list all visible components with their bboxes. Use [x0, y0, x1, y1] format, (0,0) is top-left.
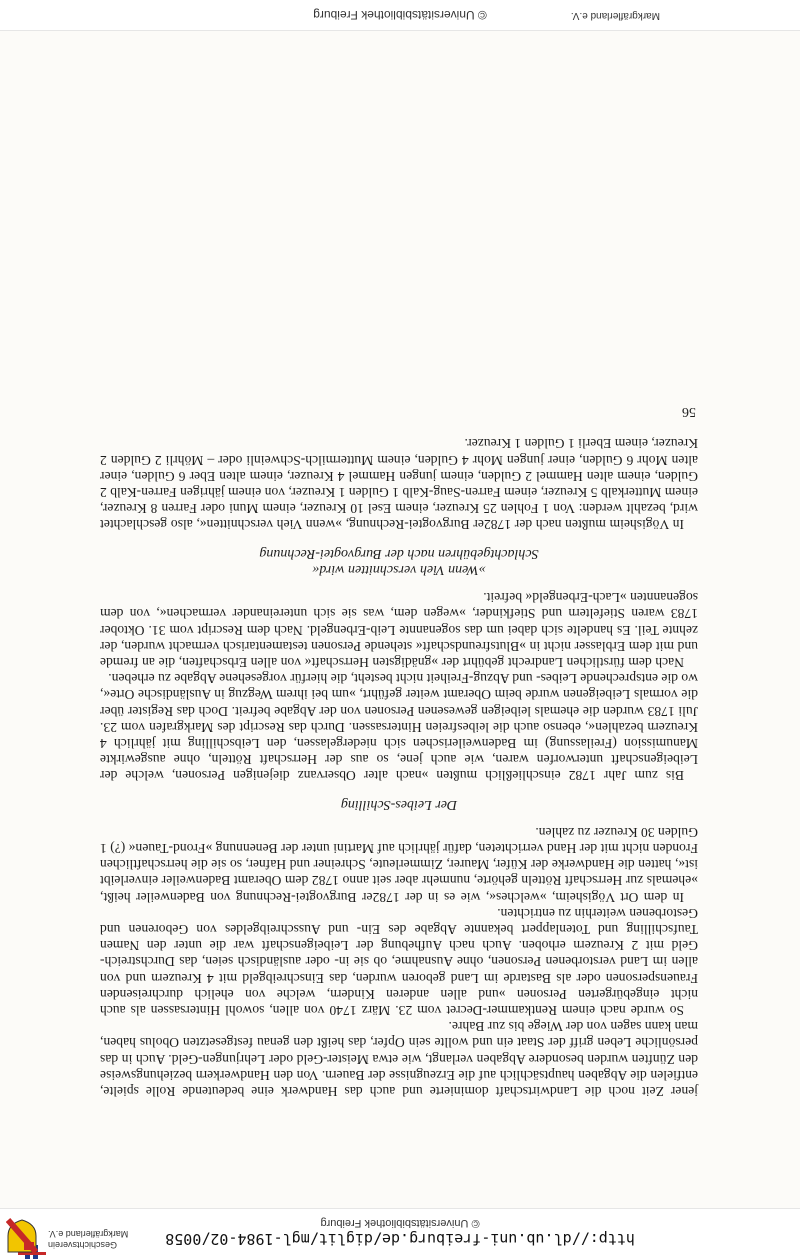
paragraph: Nach dem fürstlichen Landrecht gebührt der »gnädigsten Herrschaft« von allen Erbschaften, die an fremde und mit dem Erblasser nicht in »Blutsfreundschaft« stehende Personen testamentarisch vermacht wurden, der zehnte Teil. Es handelte sich dabei um das sogenannte Leib-Erbengeld. Nach dem Rescript vom 31. Oktober 1783 waren Stiefeltern und Stiefkinder, »wegen dem, was sie sich untereinander vermachen«, von dem sogenannten »Lach-Erbengeld« befreit.	[100, 590, 698, 670]
paragraph: jener Zeit noch die Landwirtschaft dominierte und auch das Handwerk eine bedeutende Rolle spielte, entfielen die Abgaben hauptsächlich auf die Erzeugnisse der Bauern. Von den Handwerkern beziehungsweise den Zünften wurden besondere Abgaben verlangt, wie etwa Meister-Geld oder Lehrjungen-Geld. Auch in das persönliche Leben griff der Staat ein und wollte sein Opfer, das heißt den genau festgesetzten Obolus haben, man kann sagen von der Wiege bis zur Bahre.	[100, 1019, 698, 1099]
paragraph: In dem Ort Vögisheim, »welches«, wie es in der 1782er Burgvogtei-Rechnung von Badenweiler heißt, »ehemals zur Herrschaft Rötteln gehörte, nunmehr aber seit anno 1782 dem Oberamt Badenweiler einverleibt ist«, hatten die Handwerke der Küfer, Maurer, Zimmerleute, Schreiner und Hafner, so sie die herrschaftlichen Fronden nicht mit der Hand verrichteten, dafür jährlich auf Martini unter der Benennung »Frond-Tauen« (?) 1 Gulden 30 Kreuzer zu zahlen.	[100, 824, 698, 905]
paragraph: So wurde nach einem Rentkammer-Decret vom 23. März 1740 von allen, sowohl Hintersassen als auch nicht eingebürgerten Personen »und allen anderen Kindern, welche von ehelich durchreisenden Frauenspersonen oder als Bastarde im Land geboren wurden, das Einschreibgeld mit 4 Kreuzern und von allen im Land verstorbenen Personen, ohne Ausnahme, ob sie in- oder ausländisch seien, das Durchstreich-Geld mit 2 Kreuzern erhoben. Auch nach Aufhebung der Leibeigenschaft war die unter den Namen Taufschilling und Totenlappert bekannte Abgabe des Ein- und Ausschreibgeldes von Geborenen und Gestorbenen weiterhin zu entrichten.	[100, 905, 698, 1018]
crest-icon	[6, 1218, 38, 1254]
viewer-footer	[0, 0, 800, 31]
paragraph: Bis zum Jahr 1782 einschließlich mußten »nach alter Observanz diejenigen Personen, welche der Leibeigenschaft unterworfen waren, wie auch jene, so aus der Herrschaft Rötteln, ohne ausgewirkte Manumission (Freilassung) im Badenweilerischen sich niedergelassen, den Leibschilling mit jährlich 4 Kreuzern bezahlen«, ebenso auch die leibesfreien Hintersassen. Durch das Rescript des Markgrafen vom 23. Juli 1783 wurden die ehemals leibeigen gewesenen Personen von der Abgabe befreit. Doch das Register über die vormals Leibeigenen wurde beim Oberamt weiter geführt, »um bei ihrem Wegzug in Ausländische Orte«, wo die entsprechende Leibes- und Abzug-Freiheit nicht besteht, die hierfür vorgesehene Abgabe zu erheben.	[100, 671, 698, 784]
viewer-header	[0, 1208, 800, 1259]
section-heading-subtitle: Schlachtgebühren nach der Burgvogtei-Rechnung	[259, 545, 539, 561]
paragraph: In Vögisheim mußten nach der 1782er Burgvogtei-Rechnung, »wenn Vieh verschnitten«, also geschlachtet wird, bezahlt werden: Von 1 Fohlen 25 Kreuzer, einem Esel 10 Kreuzer, einem Muni oder Farren 8 Kreuzer, einem Mutterkalb 5 Kreuzer, einem Farren-Saug-Kalb 1 Gulden 1 Kreuzer, von einem jährigen Farren-Kalb 2 Gulden, einem alten Hammel 2 Gulden, einem jungen Hammel 4 Kreuzer, einem alten Eber 6 Gulden, einer alten Mohr 6 Gulden, einer jungen Mohr 4 Gulden, einem Muttermilch-Schweinli oder – Möhrli 2 Gulden 2 Kreuzer, einem Eberli 1 Gulden 1 Kreuzer.	[100, 436, 698, 533]
page-body	[100, 389, 698, 1099]
copyright-line: © Universitätsbibliothek Freiburg	[320, 1217, 480, 1229]
section-heading	[100, 545, 698, 577]
society-name-line: Geschichtsverein	[48, 1240, 118, 1250]
footer-copyright: © Universitätsbibliothek Freiburg	[313, 8, 487, 22]
page-number: 56	[682, 404, 696, 420]
society-name-line: Markgräflerland e.V.	[48, 1229, 129, 1239]
footer-society-name: Markgräflerland e.V.	[570, 10, 660, 21]
society-name	[48, 1228, 128, 1250]
source-url[interactable]: http://dl.ub.uni-freiburg.de/diglit/mgl-1984-02/0058	[165, 1230, 635, 1248]
section-heading: Der Leibes-Schilling	[340, 796, 458, 812]
section-heading-title: »Wenn Vieh verschnitten wird«	[312, 561, 486, 577]
